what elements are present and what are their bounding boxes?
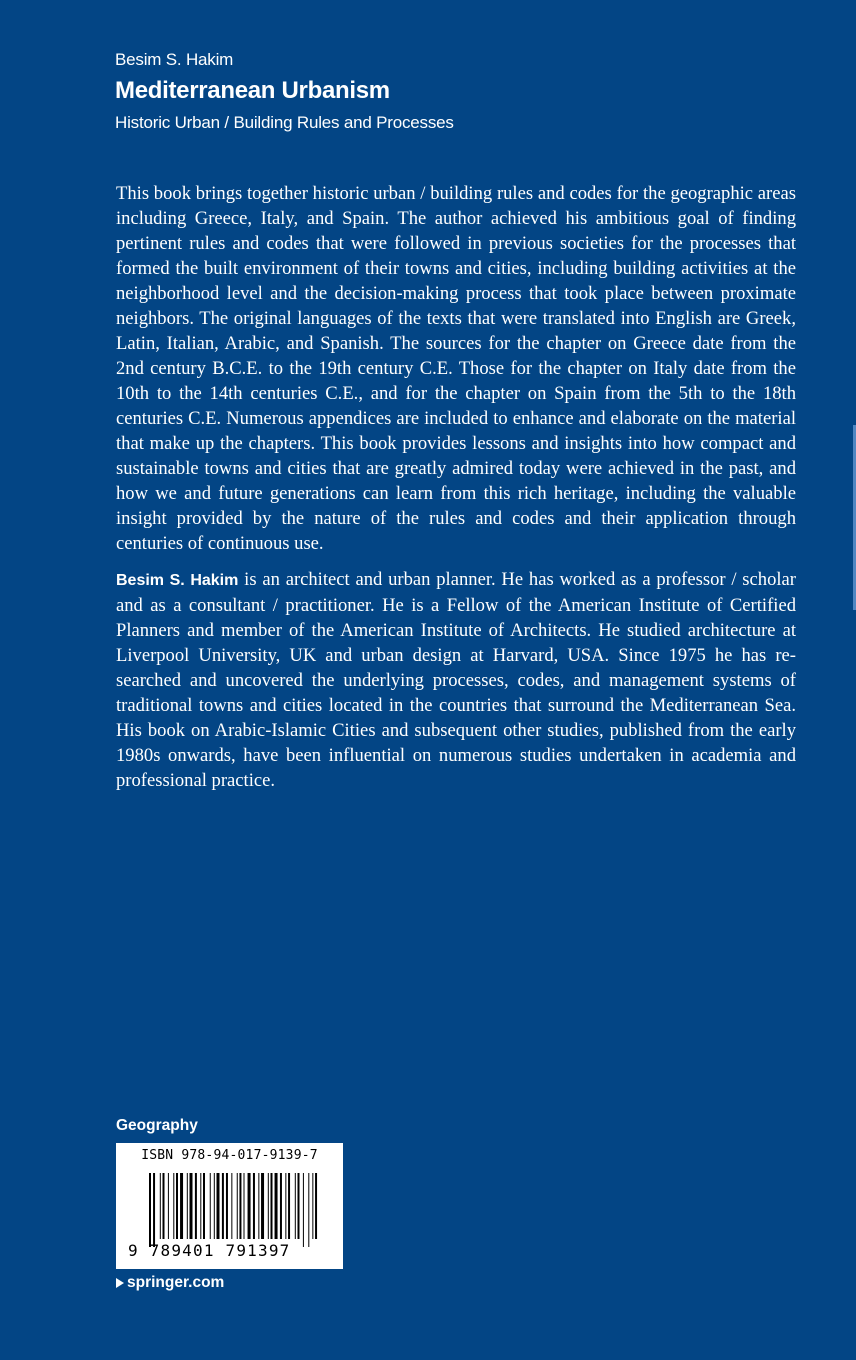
- barcode-bar: [195, 1173, 197, 1239]
- barcode-bar: [271, 1173, 273, 1239]
- barcode-bar: [315, 1173, 317, 1239]
- barcode-bar: [308, 1173, 309, 1247]
- isbn-barcode: [116, 1143, 343, 1269]
- barcode-bar: [222, 1173, 224, 1239]
- barcode-bar: [280, 1173, 282, 1239]
- book-description: This book brings together historic urban / building rules and codes for the geographic areas including Greece, Italy, and Spain. The author achieved his ambitious goal of finding pertinent rules and codes that were followed in previous societies for the processes that formed the built environment of their towns and cities, including building activities at the neighborhood level and the decision-making process that took place between proximate neighbors. The original languages of the texts that were translated into English are Greek, Latin, Italian, Arabic, and Spanish. The sources for the chapter on Greece date from the 2nd century B.C.E. to the 19th century C.E. Those for the chapter on Italy date from the 10th to the 14th centuries C.E., and for the chapter on Spain from the 5th to the 18th centuries C.E. Numerous appendices are included to enhance and elaborate on the material that make up the chapters. This book provides lessons and insights into how compact and sustainable towns and cities that are greatly admired today were achieved in the past, and how we and future generations can learn from this rich heritage, including the valuable insight provided by the nature of the rules and codes and their application through centuries of continuous use.: [116, 183, 796, 554]
- barcode-bar: [149, 1173, 151, 1247]
- barcode-bar: [210, 1173, 211, 1239]
- cover-author: Besim S. Hakim: [115, 50, 234, 69]
- barcode-bar: [200, 1173, 201, 1239]
- barcode-bar: [298, 1173, 300, 1239]
- barcode-bar: [187, 1173, 188, 1239]
- barcode-bar: [203, 1173, 205, 1239]
- barcode-bar: [312, 1173, 313, 1239]
- barcode-bar: [226, 1173, 228, 1239]
- barcode-bar: [268, 1173, 269, 1239]
- author-bio: [116, 567, 796, 793]
- barcode-bar: [176, 1173, 178, 1239]
- barcode-bar: [288, 1173, 290, 1239]
- cover-title: Mediterranean Urbanism: [115, 77, 390, 104]
- barcode-bar: [153, 1173, 155, 1247]
- barcode-bar: [248, 1173, 251, 1239]
- barcode-bar: [244, 1173, 245, 1239]
- barcode-bar: [303, 1173, 304, 1247]
- barcode-bar: [217, 1173, 220, 1239]
- barcode-bar: [295, 1173, 296, 1239]
- barcode-bar: [261, 1173, 264, 1239]
- subject-category: Geography: [116, 1117, 198, 1134]
- publisher-website-label: springer.com: [127, 1274, 225, 1291]
- barcode-bar: [275, 1173, 278, 1239]
- barcode-bar: [237, 1173, 238, 1239]
- barcode-bar: [231, 1173, 232, 1239]
- barcode-bar: [239, 1173, 241, 1239]
- barcode-bar: [180, 1173, 183, 1239]
- barcode-bar: [173, 1173, 174, 1239]
- publisher-website[interactable]: [116, 1273, 224, 1293]
- cover-subtitle: Historic Urban / Building Rules and Processes: [115, 113, 454, 132]
- author-bio-name: Besim S. Hakim: [116, 572, 239, 589]
- triangle-right-icon: [116, 1278, 124, 1288]
- barcode-bar: [214, 1173, 215, 1239]
- barcode-bar: [160, 1173, 161, 1239]
- barcode-digits: 9 789401 791397: [128, 1241, 291, 1260]
- barcode-bar: [258, 1173, 259, 1239]
- barcode-bar: [168, 1173, 169, 1239]
- barcode-bar: [253, 1173, 255, 1239]
- barcode-bar: [285, 1173, 286, 1239]
- barcode-bar: [190, 1173, 193, 1239]
- isbn-label: ISBN 978-94-017-9139-7: [141, 1148, 318, 1163]
- author-bio-text: is an architect and urban planner. He has worked as a professor / scholar and as a consultant / practitioner. He is a Fellow of the American Institute of Certified Planners and member of the American Institute of Architects. He studied architecture at Liverpool University, UK and urban design at Harvard, USA. Since 1975 he has researched and uncovered the underlying processes, codes, and management systems of traditional towns and cities located in the countries that surround the Mediterranean Sea. His book on Arabic-Islamic Cities and subsequent other studies, published from the early 1980s onwards, have been influential on numerous studies undertaken in academia and professional practice.: [116, 569, 797, 791]
- barcode-bar: [163, 1173, 165, 1239]
